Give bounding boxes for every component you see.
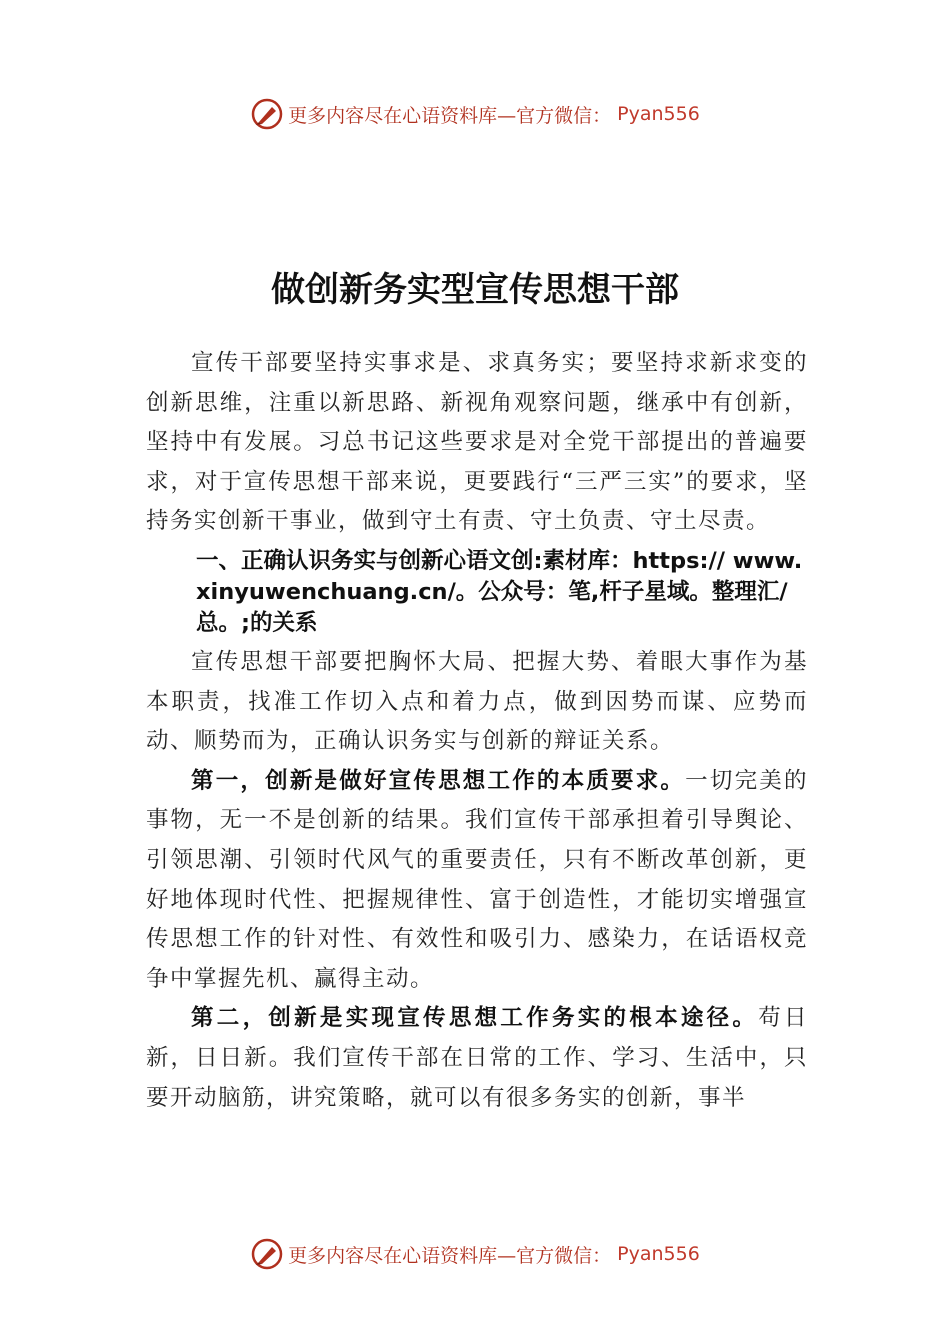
footer-banner-text: 更多内容尽在心语资料库—官方微信：	[288, 1244, 612, 1267]
document-title: 做创新务实型宣传思想干部	[271, 270, 679, 310]
footer-banner	[0, 1234, 950, 1274]
intro-paragraph: 宣传干部要坚持实事求是、求真务实；要坚持求新求变的创新思维，注重以新思路、新视角观察问题，继承中有创新，坚持中有发展。习总书记这些要求是对全党干部提出的普遍要求，对于宣传思想干部来说，更要践行“三严三实”的要求，坚持务实创新干事业，做到守土有责、守土负责、守土尽责。	[146, 350, 808, 535]
section-heading-1: 一、正确认识务实与创新心语文创:素材库：https:// www.xinyuwenchuang.cn/。公众号：笔,杆子星域。整理汇/总。;的关系	[196, 547, 803, 636]
header-banner	[0, 94, 950, 134]
point2-text: 苟日新，日日新。我们宣传干部在日常的工作、学习、生活中，只要开动脑筋，讲究策略，就可以有很多务实的创新，事半	[146, 1005, 808, 1111]
point1-lead: 第一，创新是做好宣传思想工作的本质要求。	[191, 767, 686, 794]
point1-paragraph	[146, 762, 808, 1000]
section1-paragraph: 宣传思想干部要把胸怀大局、把握大势、着眼大事作为基本职责，找准工作切入点和着力点，做到因势而谋、应势而动、顺势而为，正确认识务实与创新的辩证关系。	[146, 648, 808, 755]
footer-wechat-id: Pyan556	[617, 1243, 700, 1265]
point1-text: 一切完美的事物，无一不是创新的结果。我们宣传干部承担着引导舆论、引领思潮、引领时代风气的重要责任，只有不断改革创新，更好地体现时代性、把握规律性、富于创造性，才能切实增强宣传思想工作的针对性、有效性和吸引力、感染力，在话语权竞争中掌握先机、赢得主动。	[146, 767, 808, 992]
pen-nib-logo-icon	[250, 1237, 284, 1271]
point2-lead: 第二，创新是实现宣传思想工作务实的根本途径。	[191, 1005, 759, 1032]
pen-nib-logo-icon	[250, 97, 284, 131]
header-banner-text: 更多内容尽在心语资料库—官方微信：	[288, 104, 612, 127]
point2-paragraph	[146, 999, 808, 1118]
document-body	[146, 344, 808, 1118]
header-wechat-id: Pyan556	[617, 103, 700, 125]
